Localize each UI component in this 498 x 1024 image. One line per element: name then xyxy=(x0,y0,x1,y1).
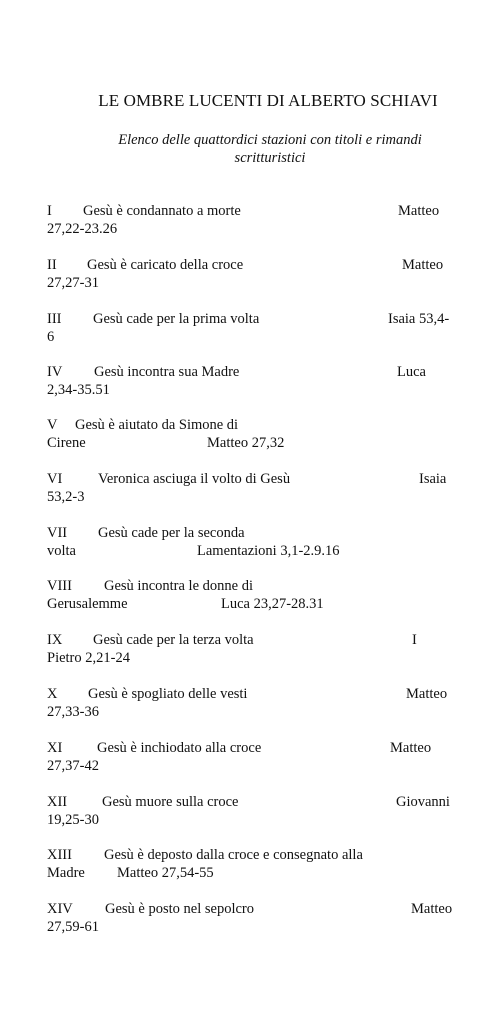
station-12 xyxy=(47,793,467,829)
station-reference-start: Matteo xyxy=(411,901,453,917)
station-reference-start: Giovanni xyxy=(396,794,450,810)
station-reference: Lamentazioni 3,1-2.9.16 xyxy=(197,543,340,559)
station-3 xyxy=(47,310,467,346)
station-reference-start: Matteo xyxy=(406,686,448,702)
station-title: Gesù cade per la prima volta xyxy=(93,311,260,327)
station-title-continued: Cirene xyxy=(47,435,86,451)
station-11 xyxy=(47,739,467,775)
station-title: Gesù incontra sua Madre xyxy=(94,364,240,380)
station-title: Gesù è condannato a morte xyxy=(83,203,241,219)
station-number: VI xyxy=(47,471,63,487)
station-reference-start: Luca xyxy=(397,364,426,380)
station-number: VII xyxy=(47,525,68,541)
station-number: V xyxy=(47,417,58,433)
station-reference-end: 6 xyxy=(47,329,55,345)
station-reference-start: Isaia 53,4- xyxy=(388,311,450,327)
station-number: XI xyxy=(47,740,63,756)
station-title: Gesù cade per la terza volta xyxy=(93,632,254,648)
station-number: IX xyxy=(47,632,63,648)
station-title: Gesù è spogliato delle vesti xyxy=(88,686,248,702)
station-number: X xyxy=(47,686,58,702)
station-reference-end: 27,59-61 xyxy=(47,919,99,935)
station-title: Gesù è posto nel sepolcro xyxy=(105,901,254,917)
station-9 xyxy=(47,631,467,667)
station-reference-end: 27,37-42 xyxy=(47,758,99,774)
station-title: Veronica asciuga il volto di Gesù xyxy=(98,471,291,487)
station-1 xyxy=(47,202,467,238)
station-number: XII xyxy=(47,794,68,810)
station-reference-end: Pietro 2,21-24 xyxy=(47,650,130,666)
station-reference: Matteo 27,32 xyxy=(207,435,285,451)
station-6 xyxy=(47,470,467,506)
station-reference-end: 27,33-36 xyxy=(47,704,99,720)
document-title: LE OMBRE LUCENTI DI ALBERTO SCHIAVI xyxy=(98,91,438,110)
station-title: Gesù incontra le donne di xyxy=(104,578,253,594)
station-title: Gesù è aiutato da Simone di xyxy=(75,417,239,433)
station-title: Gesù cade per la seconda xyxy=(98,525,245,541)
station-reference-start: Matteo xyxy=(402,257,444,273)
station-title: Gesù è inchiodato alla croce xyxy=(97,740,262,756)
station-reference-end: 2,34-35.51 xyxy=(47,382,110,398)
station-number: IV xyxy=(47,364,63,380)
station-title-continued: volta xyxy=(47,543,76,559)
subtitle-line-2: scritturistici xyxy=(234,150,306,166)
station-10 xyxy=(47,685,467,721)
subtitle-line-1: Elenco delle quattordici stazioni con titoli e rimandi xyxy=(118,132,422,148)
station-reference-end: 27,27-31 xyxy=(47,275,99,291)
document-subtitle xyxy=(100,131,440,167)
station-14 xyxy=(47,900,467,936)
station-13 xyxy=(47,846,467,882)
station-reference-end: 27,22-23.26 xyxy=(47,221,118,237)
station-number: III xyxy=(47,311,62,327)
station-reference-start: Isaia xyxy=(419,471,447,487)
station-reference-start: I xyxy=(412,632,417,648)
station-8 xyxy=(47,577,467,613)
station-7 xyxy=(47,524,467,560)
station-number: XIV xyxy=(47,901,73,917)
station-title: Gesù muore sulla croce xyxy=(102,794,239,810)
station-title: Gesù è caricato della croce xyxy=(87,257,244,273)
station-reference: Matteo 27,54-55 xyxy=(117,865,214,881)
station-number: VIII xyxy=(47,578,72,594)
station-number: I xyxy=(47,203,52,219)
station-title-continued: Gerusalemme xyxy=(47,596,128,612)
station-reference-start: Matteo xyxy=(390,740,432,756)
station-reference-start: Matteo xyxy=(398,203,440,219)
station-title-continued: Madre xyxy=(47,865,85,881)
station-number: II xyxy=(47,257,57,273)
station-reference-end: 53,2-3 xyxy=(47,489,85,505)
station-number: XIII xyxy=(47,847,72,863)
station-2 xyxy=(47,256,467,292)
station-title: Gesù è deposto dalla croce e consegnato alla xyxy=(104,847,363,863)
station-reference: Luca 23,27-28.31 xyxy=(221,596,324,612)
station-4 xyxy=(47,363,467,399)
station-5 xyxy=(47,416,467,452)
station-reference-end: 19,25-30 xyxy=(47,812,99,828)
